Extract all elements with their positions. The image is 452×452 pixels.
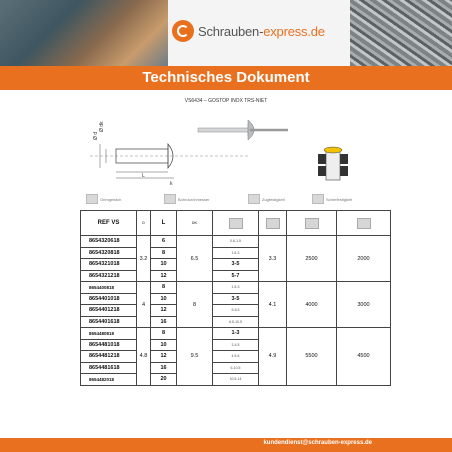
support-email-link[interactable]: kundendienst@schrauben-express.de (263, 440, 372, 446)
table-cell: 3-4.5 (213, 339, 259, 351)
label-dk: Ø dk (99, 121, 105, 132)
table-cell: 8654401218 (81, 305, 137, 317)
table-cell: 16 (151, 316, 177, 328)
label-d: Ø d (93, 131, 99, 140)
cell-dk: 9.5 (177, 328, 213, 386)
header-grip (213, 211, 259, 236)
cell-drill: 4.1 (259, 282, 287, 328)
brand-logo[interactable] (172, 20, 325, 42)
rivet-drawing (80, 110, 380, 192)
table-cell: 8654481618 (81, 362, 137, 374)
table-header (81, 211, 391, 236)
table-cell: 8 (151, 328, 177, 340)
header-l: L (151, 211, 177, 236)
cell-d: 4.8 (137, 328, 151, 386)
cell-shear: 4500 (337, 328, 391, 386)
drill-icon (164, 194, 176, 204)
cell-tensile: 2500 (287, 236, 337, 282)
spec-table (80, 210, 391, 386)
header-tensile (287, 211, 337, 236)
document-title: Technisches Dokument (0, 66, 452, 90)
screws-photo (350, 0, 452, 66)
cell-tensile: 4000 (287, 282, 337, 328)
shear-strength-icon (357, 218, 371, 229)
cell-shear: 3000 (337, 282, 391, 328)
table-cell: 8654481018 (81, 339, 137, 351)
table-cell: 1-3 (213, 328, 259, 340)
table-cell: 8654400818 (81, 282, 137, 294)
cell-shear: 2000 (337, 236, 391, 282)
header-drill (259, 211, 287, 236)
table-cell: 6.5-10.5 (213, 316, 259, 328)
header-shear (337, 211, 391, 236)
grip-icon (86, 194, 98, 204)
product-line: VS6434 – GOSTOP INOX TRS-NIET (184, 98, 268, 104)
footer-bar (0, 438, 452, 452)
table-row (81, 236, 391, 248)
header-banner (0, 0, 452, 66)
table-cell: 8654481218 (81, 351, 137, 363)
cell-dk: 8 (177, 282, 213, 328)
table-cell: 8654321018 (81, 259, 137, 271)
table-cell: 8654401618 (81, 316, 137, 328)
cell-tensile: 5500 (287, 328, 337, 386)
table-cell: 5-6.5 (213, 305, 259, 317)
table-cell: 6 (151, 236, 177, 248)
table-cell: 1.5-3 (213, 282, 259, 294)
table-cell: 8654482018 (81, 374, 137, 386)
table-cell: 0.6-1.5 (213, 236, 259, 248)
table-row (81, 282, 391, 294)
table-cell: 8654321218 (81, 270, 137, 282)
table-cell: 10 (151, 339, 177, 351)
table-cell: 1.6-3 (213, 247, 259, 259)
label-grip: Grimgeistch (100, 197, 122, 202)
table-cell: 8 (151, 247, 177, 259)
tensile-icon (248, 194, 260, 204)
header-ref: REF VS (81, 211, 137, 236)
logo-icon (172, 20, 194, 42)
shear-icon (312, 194, 324, 204)
header-d: D (137, 211, 151, 236)
cell-dk: 6.5 (177, 236, 213, 282)
table-row (81, 328, 391, 340)
grip-range-icon (229, 218, 243, 229)
table-cell: 3-5 (213, 293, 259, 305)
header-dk: DK (177, 211, 213, 236)
table-cell: 12 (151, 351, 177, 363)
table-cell: 8 (151, 282, 177, 294)
cell-d: 3.2 (137, 236, 151, 282)
tensile-strength-icon (305, 218, 319, 229)
feature-labels (80, 192, 390, 210)
table-cell: 16 (151, 362, 177, 374)
table-cell: 6-10.5 (213, 362, 259, 374)
table-cell: 12 (151, 270, 177, 282)
table-cell: 8654320818 (81, 247, 137, 259)
drill-diameter-icon (266, 218, 280, 229)
table-cell: 8654401018 (81, 293, 137, 305)
table-cell: 5-7 (213, 270, 259, 282)
label-k: k (170, 181, 173, 187)
label-tensile: Zugfestigkeit (262, 197, 285, 202)
brand-name: Schrauben-express.de (198, 23, 325, 39)
table-cell: 3-5 (213, 259, 259, 271)
table-cell: 20 (151, 374, 177, 386)
cell-d: 4 (137, 282, 151, 328)
label-shear: Scherfestigkeit (326, 197, 353, 202)
label-drill: Bohrdurchmesser (178, 197, 210, 202)
table-cell: 10 (151, 259, 177, 271)
cell-drill: 3.3 (259, 236, 287, 282)
table-cell: 10 (151, 293, 177, 305)
table-cell: 12 (151, 305, 177, 317)
label-l: L (142, 173, 145, 179)
table-cell: 8654320618 (81, 236, 137, 248)
table-cell: 8654480818 (81, 328, 137, 340)
cell-drill: 4.9 (259, 328, 287, 386)
table-cell: 10.5-14 (213, 374, 259, 386)
tools-photo (0, 0, 168, 66)
table-cell: 4.5-6 (213, 351, 259, 363)
